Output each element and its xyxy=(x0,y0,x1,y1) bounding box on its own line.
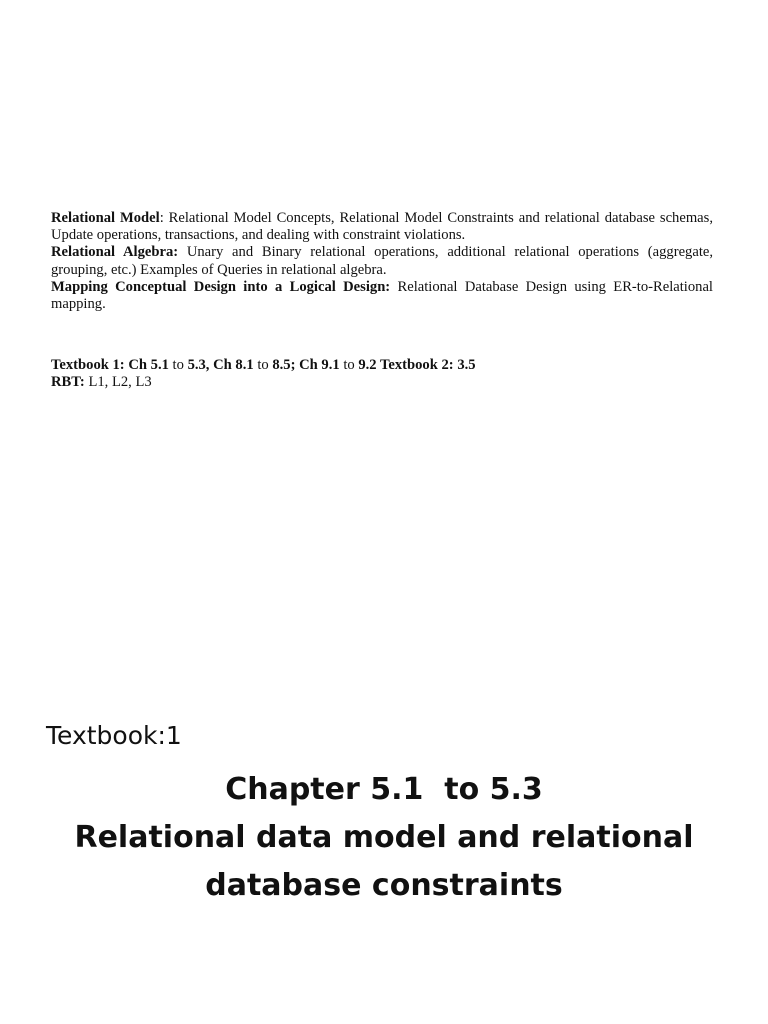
title-line-2: database constraints xyxy=(205,868,563,903)
tb1-ch3-to: 9.2 xyxy=(358,357,377,373)
textbook-references-line xyxy=(51,357,713,374)
textbook-label: Textbook:1 xyxy=(46,721,182,750)
rbt-label: RBT: xyxy=(51,374,85,391)
heading-relational-algebra: Relational Algebra: xyxy=(51,244,179,261)
textbook2-label: Textbook 2: xyxy=(379,357,454,373)
body-relational-model: : Relational Model Concepts, Relational Model Constraints and relational database schemas, Update operations, transactions, and dealing with constraint violations. xyxy=(51,210,713,244)
tb1-ch1-from: 5.1 xyxy=(150,357,169,373)
rbt-line xyxy=(51,374,713,391)
heading-mapping: Mapping Conceptual Design into a Logical Design: xyxy=(51,278,391,295)
heading-relational-model: Relational Model xyxy=(51,210,160,226)
textbook2-value: 3.5 xyxy=(457,357,476,373)
tb1-ch3-from: 9.1 xyxy=(321,357,340,373)
tb1-ch3-label: Ch xyxy=(299,357,318,373)
tb1-to-3: to xyxy=(343,357,355,373)
syllabus-mapping xyxy=(51,279,713,313)
references-block xyxy=(51,357,713,391)
body-mapping: Relational Database Design using ER-to-Relational mapping. xyxy=(51,278,713,313)
tb1-ch2-to: 8.5; xyxy=(272,357,296,373)
title-line-1: Relational data model and relational xyxy=(74,820,694,855)
tb1-ch2-from: 8.1 xyxy=(235,357,254,373)
textbook1-label: Textbook 1: xyxy=(51,357,125,373)
tb1-to-2: to xyxy=(257,357,269,373)
tb1-ch-label: Ch xyxy=(128,357,147,373)
syllabus-relational-algebra xyxy=(51,244,713,278)
tb1-to-1: to xyxy=(172,357,184,373)
syllabus-block xyxy=(51,210,713,313)
rbt-value: L1, L2, L3 xyxy=(88,374,152,391)
body-relational-algebra: Unary and Binary relational operations, additional relational operations (aggregate, grouping, etc.) Examples of Queries in relational algebra. xyxy=(51,244,714,278)
chapter-line: Chapter 5.1 to 5.3 xyxy=(225,772,543,807)
syllabus-relational-model xyxy=(51,210,713,244)
tb1-ch1-to: 5.3, Ch xyxy=(187,357,232,373)
chapter-title xyxy=(20,766,748,910)
